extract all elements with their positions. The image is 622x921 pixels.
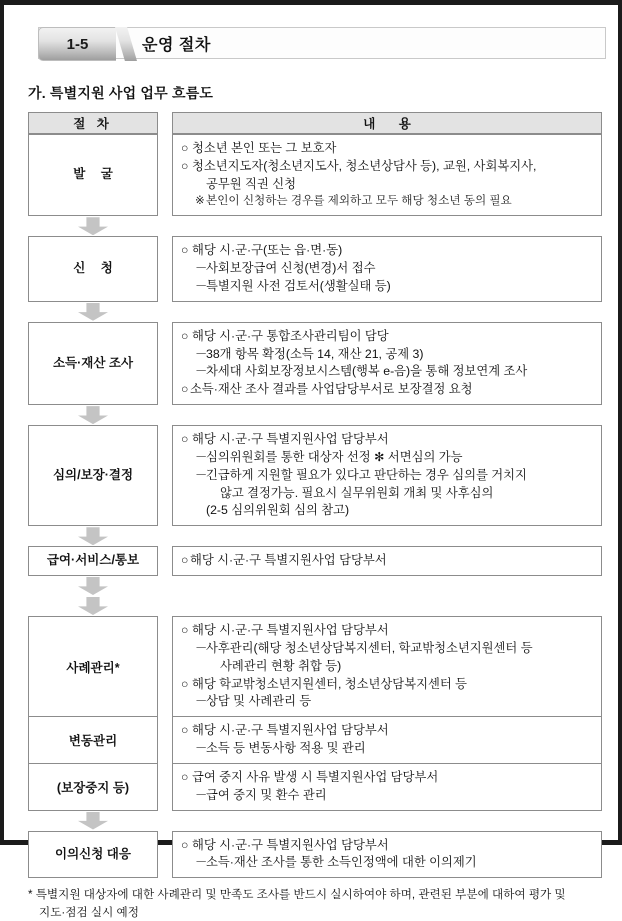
column-gap [158, 616, 172, 810]
step-label-0 [28, 134, 158, 216]
column-gap [158, 322, 172, 405]
content-line [181, 769, 594, 787]
bullet-icon: － [195, 364, 208, 379]
column-gap [158, 134, 172, 216]
step-label-line: 심의/보장·결정 [52, 467, 134, 482]
content-line-text: 급여 중지 및 환수 관리 [206, 787, 327, 802]
flow-arrow-wrap [28, 405, 158, 425]
bullet-icon: ○ [181, 723, 189, 738]
footnote-line-1: * 특별지원 대상자에 대한 사례관리 및 만족도 조사를 반드시 실시하여야 하며, 관련된 부분에 대하여 평가 및 [28, 888, 566, 902]
bullet-icon: － [195, 467, 208, 482]
content-line-text: 급여 중지 사유 발생 시 특별지원사업 담당부서 [192, 769, 439, 784]
step-row [28, 134, 602, 216]
bullet-icon: ○ [181, 623, 189, 638]
bullet-icon: ○ [181, 769, 189, 784]
content-line-text: 긴급하게 지원할 필요가 있다고 판단하는 경우 심의를 거치지 [206, 467, 527, 482]
bullet-icon: ○ [181, 676, 189, 691]
content-line-text: 심의위원회를 통한 대상자 선정 ✻ 서면심의 가능 [206, 449, 463, 464]
content-line-text: 본인이 신청하는 경우를 제외하고 모두 해당 청소년 동의 필요 [206, 194, 512, 208]
content-line-text: 소득·재산 조사 결과를 사업담당부서로 보장결정 요청 [190, 382, 473, 397]
flow-arrow-wrap [28, 216, 158, 236]
flow-arrow-wrap [28, 576, 158, 596]
group-label-1 [29, 717, 157, 764]
flow-arrow-wrap [28, 526, 158, 546]
step-content-final [172, 831, 602, 879]
down-arrow-icon [78, 577, 108, 595]
step-left-col [28, 546, 158, 576]
bullet-icon: － [195, 787, 208, 802]
content-line [181, 640, 594, 658]
down-arrow-icon [78, 406, 108, 424]
bullet-icon: ※ [195, 194, 205, 208]
bullet-icon: － [195, 640, 208, 655]
content-line [181, 837, 594, 855]
step-row [28, 425, 602, 526]
content-line [181, 242, 594, 260]
content-line-text: 해당 학교밖청소년지원센터, 청소년상담복지센터 등 [192, 676, 467, 691]
arrow-row [28, 576, 602, 596]
step-content-1 [172, 236, 602, 301]
column-gap [158, 831, 172, 879]
content-line [181, 193, 594, 210]
group-label-text: (보장중지 등) [56, 780, 130, 795]
column-gap [158, 236, 172, 301]
content-line [181, 449, 594, 467]
content-line [181, 502, 594, 520]
bullet-icon: ○ [181, 328, 189, 343]
content-line [181, 854, 594, 872]
arrow-row [28, 526, 602, 546]
step-label-line: /통보 [111, 553, 140, 568]
step-content-3 [172, 425, 602, 526]
step-left-col [28, 425, 158, 526]
content-line-text: 사후관리(해당 청소년상담복지센터, 학교밖청소년지원센터 등 [206, 640, 533, 655]
arrow-row [28, 596, 602, 616]
content-line [181, 346, 594, 364]
down-arrow-icon [78, 597, 108, 615]
step-right-col [172, 134, 602, 216]
down-arrow-icon [78, 217, 108, 235]
flow-arrow-wrap [28, 596, 158, 616]
header-title: 운영 절차 [142, 36, 211, 54]
bullet-icon: ○ [181, 837, 189, 852]
header-number-tab [38, 27, 116, 61]
group-content-box [172, 616, 602, 810]
step-label-final: 이의신청 대응 [28, 831, 158, 879]
step-row [28, 236, 602, 301]
step-content-4 [172, 546, 602, 576]
content-line-text: 해당 시·군·구 통합조사관리팀이 담당 [192, 328, 389, 343]
step-label-4 [28, 546, 158, 576]
bullet-icon: ○ [181, 382, 189, 397]
bullet-icon: ○ [181, 158, 189, 173]
group-label-box [28, 616, 158, 810]
step-right-col [172, 236, 602, 301]
column-gap [158, 425, 172, 526]
content-line-text: 소득 등 변동사항 적용 및 관리 [206, 741, 366, 756]
down-arrow-icon [78, 812, 108, 830]
content-line-text: 않고 결정가능. 필요시 실무위원회 개최 및 사후심의 [220, 485, 494, 500]
content-line [181, 787, 594, 805]
footnote-line-2: 지도·점검 실시 예정 [39, 905, 139, 919]
header-number: 1-5 [66, 35, 89, 53]
down-arrow-icon [78, 527, 108, 545]
step-row [28, 322, 602, 405]
content-line-text: 특별지원 사전 검토서(생활실태 등) [206, 278, 391, 293]
final-step-row [28, 831, 602, 879]
arrow-row [28, 405, 602, 425]
arrow-row [28, 811, 602, 831]
group-row [28, 616, 602, 810]
bullet-icon: － [195, 694, 208, 709]
content-line [181, 431, 594, 449]
content-line-text: (2-5 심의위원회 심의 참고) [206, 503, 350, 518]
step-label-line: 신 청 [73, 261, 119, 276]
group-label-0 [29, 617, 157, 717]
bullet-icon: ○ [181, 432, 189, 447]
group-label-text: 변동관리 [68, 734, 118, 749]
column-gap [158, 112, 172, 134]
group-right-col [172, 616, 602, 810]
flow-arrow-wrap [28, 811, 158, 831]
footnote [28, 886, 602, 921]
content-line [181, 693, 594, 711]
content-line-text: 해당 시·군·구 특별지원사업 담당부서 [192, 432, 389, 447]
page-content [4, 5, 618, 919]
flow-arrow-wrap [28, 302, 158, 322]
section-header [38, 27, 592, 61]
content-line [181, 158, 594, 176]
content-line [181, 176, 594, 194]
section-title: 가. 특별지원 사업 업무 흐름도 [28, 85, 214, 101]
content-line-text: 해당 시·군·구(또는 읍·면·동) [192, 243, 343, 258]
content-line [181, 260, 594, 278]
content-line-text: 사례관리 현황 취합 등) [220, 658, 342, 673]
bullet-icon: － [195, 855, 208, 870]
bullet-icon: ○ [181, 243, 189, 258]
step-left-col [28, 322, 158, 405]
bullet-icon: ○ [181, 141, 189, 155]
group-label-2 [29, 764, 157, 810]
step-row [28, 546, 602, 576]
bullet-icon: － [195, 346, 208, 361]
step-label-line: 급여·서비스 [46, 553, 112, 568]
step-right-col [172, 322, 602, 405]
bullet-icon: － [195, 261, 208, 276]
content-line-text: 해당 시·군·구 특별지원사업 담당부서 [192, 623, 389, 638]
content-line-text: 공무원 직권 신청 [206, 176, 296, 191]
bullet-icon: － [195, 278, 208, 293]
content-line [181, 140, 594, 158]
content-line [181, 363, 594, 381]
step-label-line: 발 굴 [73, 167, 119, 182]
final-step-left-col [28, 831, 158, 879]
content-line [181, 328, 594, 346]
group-left-col [28, 616, 158, 810]
content-line [181, 658, 594, 676]
content-line [181, 622, 594, 640]
step-content-0 [172, 134, 602, 216]
step-content-2 [172, 322, 602, 405]
table-header-right-col [172, 112, 602, 134]
content-line-text: 해당 시·군·구 특별지원사업 담당부서 [190, 553, 387, 568]
column-gap [158, 546, 172, 576]
content-line [181, 722, 594, 740]
content-line-text: 상담 및 사례관리 등 [206, 694, 312, 709]
column-header-procedure: 절 차 [28, 112, 158, 134]
content-line-text: 청소년 본인 또는 그 보호자 [192, 141, 337, 155]
bullet-icon: － [195, 449, 208, 464]
table-header-left-col [28, 112, 158, 134]
bullet-icon: － [195, 741, 208, 756]
column-header-content: 내 용 [172, 112, 602, 134]
content-line-text: 청소년지도자(청소년지도사, 청소년상담사 등), 교원, 사회복지사, [192, 158, 537, 173]
content-line [181, 381, 594, 399]
content-line [181, 467, 594, 485]
content-line-text: 사회보장급여 신청(변경)서 접수 [206, 261, 376, 276]
group-content-1 [173, 717, 601, 764]
content-line [181, 676, 594, 694]
step-label-line: 소득·재산 조사 [52, 355, 134, 370]
content-line [181, 278, 594, 296]
step-right-col [172, 425, 602, 526]
step-label-2 [28, 322, 158, 405]
content-line-text: 차세대 사회보장정보시스템(행복 e-음)을 통해 정보연계 조사 [206, 364, 528, 379]
content-line-text: 해당 시·군·구 특별지원사업 담당부서 [192, 723, 389, 738]
content-line [181, 740, 594, 758]
bullet-icon: ○ [181, 553, 189, 568]
step-label-3 [28, 425, 158, 526]
group-content-2 [173, 764, 601, 810]
group-label-text: 사례관리* [66, 660, 120, 675]
content-line [181, 552, 594, 570]
step-label-1 [28, 236, 158, 301]
content-line [181, 485, 594, 503]
step-left-col [28, 134, 158, 216]
steps-container [28, 134, 602, 596]
table-header-row [28, 112, 602, 134]
final-step-right-col [172, 831, 602, 879]
content-line-text: 해당 시·군·구 특별지원사업 담당부서 [192, 837, 389, 852]
arrow-row [28, 216, 602, 236]
group-content-0 [173, 617, 601, 717]
arrow-row [28, 302, 602, 322]
content-line-text: 38개 항목 확정(소득 14, 재산 21, 공제 3) [206, 346, 424, 361]
step-left-col [28, 236, 158, 301]
flowchart [28, 112, 602, 878]
content-line-text: 소득·재산 조사를 통한 소득인정액에 대한 이의제기 [206, 855, 477, 870]
step-right-col [172, 546, 602, 576]
down-arrow-icon [78, 303, 108, 321]
